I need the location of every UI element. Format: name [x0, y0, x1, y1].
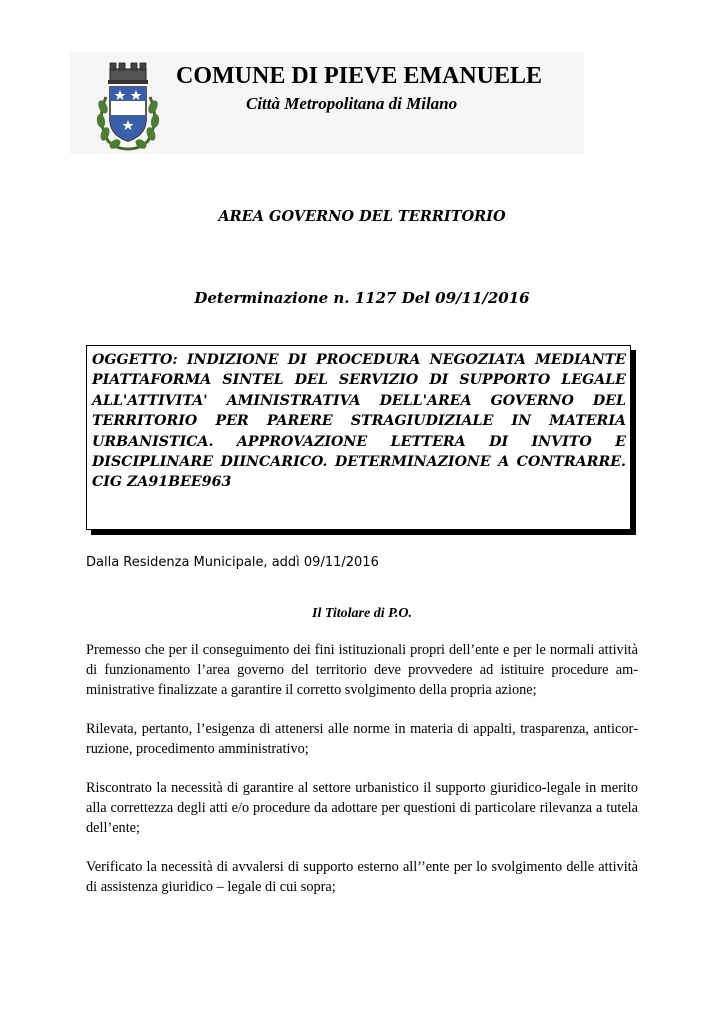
body-paragraphs: [86, 640, 638, 916]
residence-date-line: Dalla Residenza Municipale, addì 09/11/2016: [86, 555, 379, 570]
paragraph-rilevata: Rilevata, pertanto, l’esigenza di attenersi alle norme in materia di appalti, trasparenza, anticorruzione, procedimento amministrativo;: [86, 721, 638, 757]
paragraph-premesso: Premesso che per il conseguimento dei fini istituzionali propri dell’ente e per le normali attività di funzionamento l’area governo del territorio deve provvedere ad istituire procedure amministrative finalizzate a garantire il corretto svolgimento della propria azione;: [86, 642, 638, 698]
paragraph-verificato: Verificato la necessità di avvalersi di supporto esterno all’’ente per lo svolgimento delle attività di assistenza giuridico – legale di cui sopra;: [86, 859, 638, 895]
signatory-title: Il Titolare di P.O.: [312, 606, 412, 621]
coat-of-arms-emblem: [92, 57, 164, 153]
determination-number: Determinazione n. 1127 Del 09/11/2016: [194, 289, 530, 307]
area-title: AREA GOVERNO DEL TERRITORIO: [218, 208, 506, 225]
metropolitan-city-subtitle: Città Metropolitana di Milano: [246, 94, 458, 113]
paragraph-riscontrato: Riscontrato la necessità di garantire al settore urbanistico il supporto giuridico-legale in merito alla correttezza degli atti e/o procedure da adottare per questioni di particolare rilevanza a tutela dell’ente;: [86, 780, 638, 836]
municipality-name: COMUNE DI PIEVE EMANUELE: [176, 63, 543, 89]
subject-text: OGGETTO: INDIZIONE DI PROCEDURA NEGOZIATA MEDIANTE PIATTAFORMA SINTEL DEL SERVIZIO DI SUPPORTO LEGALE ALL'ATTIVITA' AMINISTRATIVA DELL'AREA GOVERNO DEL TERRITORIO PER PARERE STRAGIUDIZIALE IN MATERIA URBANISTICA. APPROVAZIONE LETTERA DI INVITO E DISCIPLINARE DIINCARICO. DETERMINAZIONE A CONTRARRE. CIG ZA91BEE963: [92, 352, 626, 491]
subject-box: [86, 345, 631, 530]
